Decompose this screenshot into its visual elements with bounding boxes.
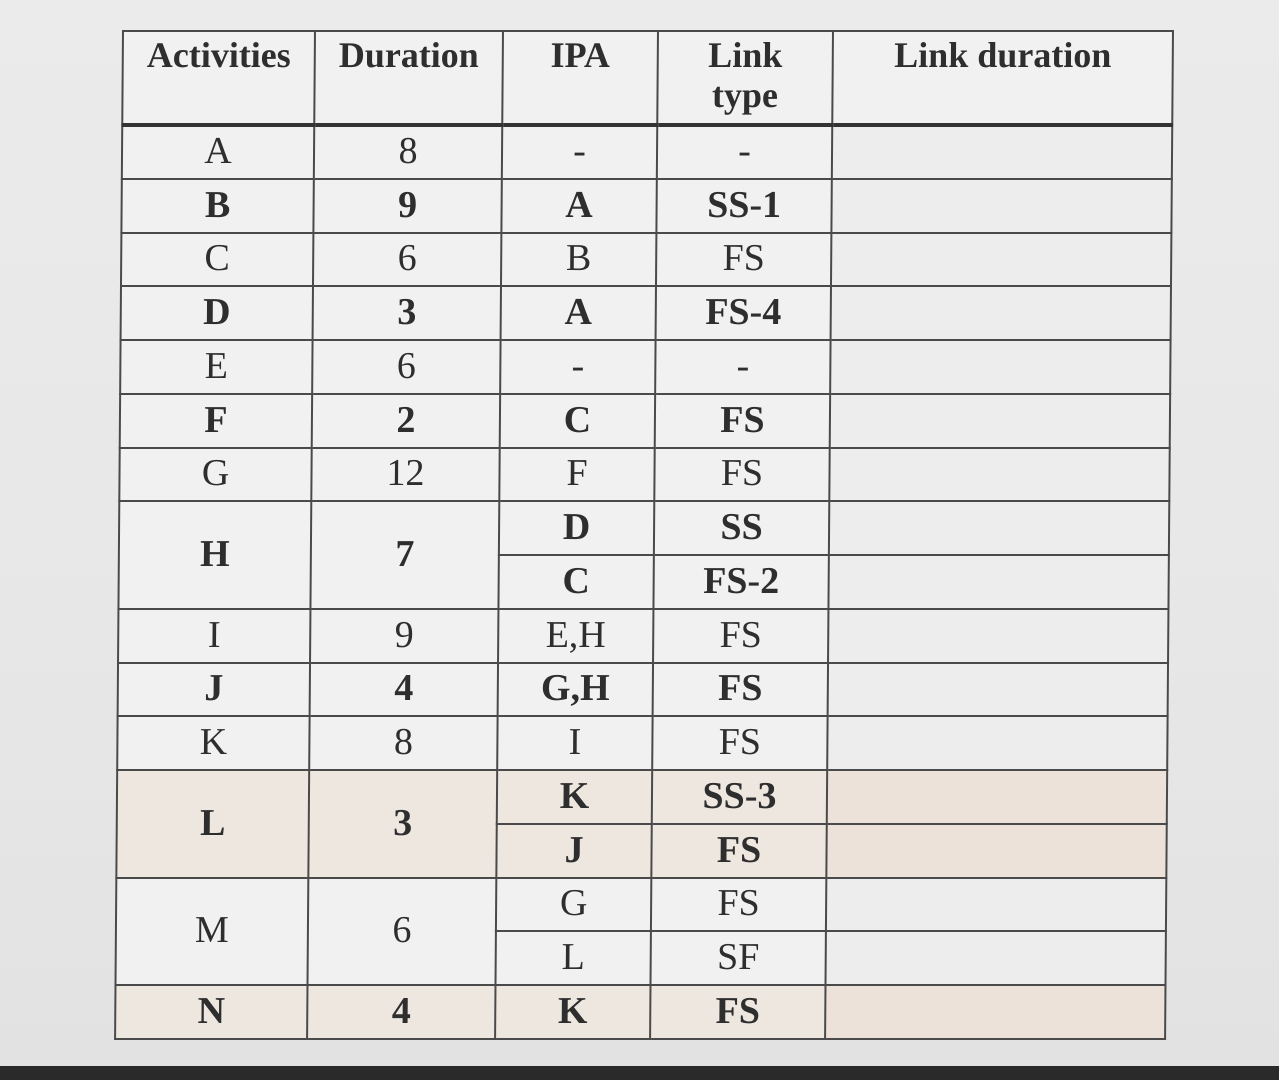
- link-duration-cell[interactable]: [830, 340, 1170, 394]
- link-duration-cell[interactable]: [830, 394, 1170, 448]
- ipa-cell: A: [501, 286, 656, 340]
- ipa-cell: J: [496, 824, 651, 878]
- table-row: [116, 878, 1166, 932]
- table-row: [117, 716, 1167, 770]
- link-type-cell: FS: [651, 824, 826, 878]
- activity-cell: K: [117, 716, 309, 770]
- link-duration-cell[interactable]: [831, 179, 1171, 233]
- link-type-cell: FS-2: [653, 555, 828, 609]
- duration-cell: 2: [312, 394, 500, 448]
- table-row: [121, 233, 1171, 287]
- link-type-cell: SS-3: [652, 770, 827, 824]
- link-duration-cell[interactable]: [828, 663, 1168, 717]
- link-duration-cell[interactable]: [828, 609, 1168, 663]
- table-row: [120, 394, 1170, 448]
- table-row: [118, 609, 1168, 663]
- ipa-cell: -: [502, 125, 657, 179]
- duration-cell: 4: [307, 985, 495, 1039]
- table-row: [121, 286, 1171, 340]
- duration-cell: 12: [311, 448, 499, 502]
- link-duration-cell[interactable]: [825, 985, 1165, 1039]
- ipa-cell: F: [499, 448, 654, 502]
- link-type-cell: SS-1: [656, 179, 831, 233]
- duration-cell: 9: [310, 609, 498, 663]
- link-duration-cell[interactable]: [828, 555, 1168, 609]
- link-type-cell: FS: [653, 663, 828, 717]
- duration-cell: 6: [307, 878, 496, 986]
- ipa-cell: G: [496, 878, 651, 932]
- duration-cell: 8: [309, 716, 497, 770]
- activity-cell: B: [121, 179, 313, 233]
- table-row: [120, 340, 1170, 394]
- ipa-cell: K: [497, 770, 652, 824]
- table-row: [119, 448, 1169, 502]
- activity-cell: E: [120, 340, 312, 394]
- duration-cell: 7: [310, 501, 499, 609]
- activity-cell: N: [115, 985, 307, 1039]
- link-type-cell: FS-4: [656, 286, 831, 340]
- activity-cell: J: [118, 663, 310, 717]
- duration-cell: 8: [314, 125, 502, 179]
- link-duration-cell[interactable]: [827, 716, 1167, 770]
- link-duration-cell[interactable]: [831, 286, 1171, 340]
- ipa-cell: A: [501, 179, 656, 233]
- activity-cell: C: [121, 233, 313, 287]
- link-duration-cell[interactable]: [826, 878, 1166, 932]
- ipa-cell: L: [495, 931, 650, 985]
- ipa-cell: K: [495, 985, 650, 1039]
- link-duration-cell[interactable]: [831, 233, 1171, 287]
- activity-cell: F: [120, 394, 312, 448]
- header-duration: Duration: [314, 31, 503, 125]
- header-link-duration: Link duration: [832, 31, 1173, 125]
- activity-cell: M: [115, 878, 308, 986]
- link-duration-cell[interactable]: [826, 824, 1166, 878]
- activity-cell: H: [118, 501, 311, 609]
- link-duration-cell[interactable]: [825, 931, 1165, 985]
- table-row: [118, 663, 1168, 717]
- link-type-cell: FS: [654, 448, 829, 502]
- table-row: [115, 985, 1165, 1039]
- table-row: [122, 125, 1172, 179]
- duration-cell: 9: [313, 179, 501, 233]
- activity-cell: D: [121, 286, 313, 340]
- link-type-cell: SS: [654, 501, 829, 555]
- link-type-cell: FS: [656, 233, 831, 287]
- link-type-cell: FS: [652, 716, 827, 770]
- ipa-cell: D: [499, 501, 654, 555]
- table-row: [121, 179, 1171, 233]
- activity-schedule-table: [114, 30, 1174, 1040]
- ipa-cell: C: [500, 394, 655, 448]
- link-type-cell: -: [655, 340, 830, 394]
- header-link-type: Link type: [657, 31, 833, 125]
- duration-cell: 4: [310, 663, 498, 717]
- activity-cell: L: [116, 770, 309, 878]
- ipa-cell: -: [500, 340, 655, 394]
- link-type-cell: FS: [655, 394, 830, 448]
- monitor-bezel: [0, 1066, 1279, 1080]
- duration-cell: 3: [313, 286, 501, 340]
- link-type-cell: -: [657, 125, 832, 179]
- ipa-cell: E,H: [498, 609, 653, 663]
- link-duration-cell[interactable]: [829, 448, 1169, 502]
- activity-cell: A: [122, 125, 314, 179]
- duration-cell: 6: [312, 340, 500, 394]
- link-type-cell: FS: [650, 985, 825, 1039]
- link-duration-cell[interactable]: [832, 125, 1172, 179]
- table-row: [117, 770, 1167, 824]
- ipa-cell: C: [498, 555, 653, 609]
- duration-cell: 6: [313, 233, 501, 287]
- ipa-cell: G,H: [498, 663, 653, 717]
- header-ipa: IPA: [502, 31, 658, 125]
- link-duration-cell[interactable]: [829, 501, 1169, 555]
- link-duration-cell[interactable]: [827, 770, 1167, 824]
- ipa-cell: B: [501, 233, 656, 287]
- activity-cell: I: [118, 609, 310, 663]
- header-row: [122, 31, 1173, 125]
- table-row: [119, 501, 1169, 555]
- link-type-cell: FS: [651, 878, 826, 932]
- duration-cell: 3: [308, 770, 497, 878]
- link-type-cell: FS: [653, 609, 828, 663]
- link-type-cell: SF: [650, 931, 825, 985]
- activity-cell: G: [119, 448, 311, 502]
- header-activities: Activities: [122, 31, 315, 125]
- ipa-cell: I: [497, 716, 652, 770]
